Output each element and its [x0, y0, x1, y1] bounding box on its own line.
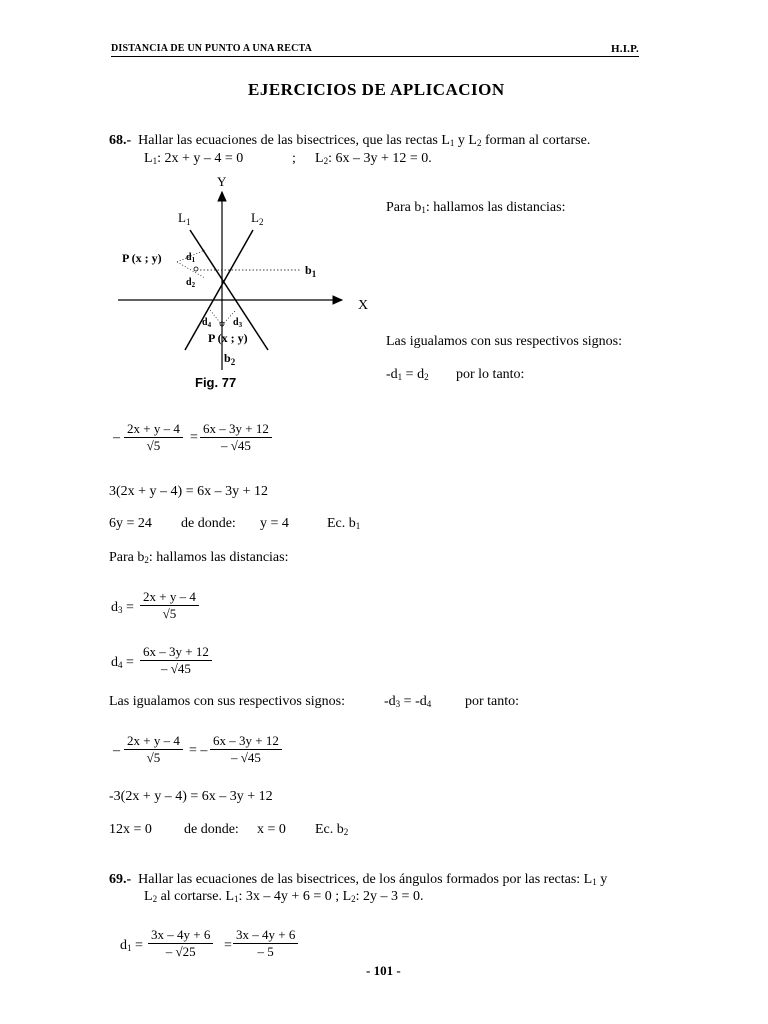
line-12x-c: x = 0: [257, 822, 286, 837]
d1-lhs: $d_1$ =: [120, 938, 143, 953]
d4-label: $d_4$: [202, 317, 212, 329]
eq2-equals-minus: = –: [189, 743, 208, 758]
y-axis-label: Y: [217, 174, 227, 189]
relation-2-conclusion: por tanto:: [465, 694, 520, 709]
d1-fraction-right: $\frac{3x - 4y + 6}{- 5}$: [233, 927, 298, 960]
x-axis-label: X: [358, 298, 369, 313]
line-6y-a: 6y = 24: [109, 516, 152, 531]
d4-fraction: $\frac{6x - 3y + 12}{- √45}$: [140, 644, 212, 677]
exercise-68-statement: 68.- Hallar las ecuaciones de las bisectrices, que las rectas $L_1$ y $L_2$ forman al cortarse.: [109, 133, 591, 148]
figure-caption: Fig. 77: [195, 375, 237, 390]
line-minus3-expansion: -3(2x + y – 4) = 6x – 3y + 12: [109, 789, 273, 804]
igualamos-2-text: Las igualamos con sus respectivos signos:: [109, 694, 346, 709]
eq2-fraction-right: $\frac{6x - 3y + 12}{- √45}$: [210, 733, 282, 766]
line-6y-d: Ec. $b_1$: [327, 516, 361, 531]
line-6y-c: y = 4: [260, 516, 289, 531]
l1-label: $L_1$: [178, 210, 191, 227]
exercise-69-lines: $L_2$ al cortarse. $L_1$: 3x – 4y + 6 = 0 ; $L_2$: 2y – 3 = 0.: [144, 889, 424, 904]
para-b1-text: Para $b_1$: hallamos las distancias:: [386, 200, 566, 215]
line-12x-b: de donde:: [184, 822, 239, 837]
relation-d1-d2: $-d_1 = d_2$: [386, 367, 429, 382]
header-rule: [111, 56, 639, 57]
d1-fraction-left: $\frac{3x - 4y + 6}{- √25}$: [148, 927, 213, 960]
d1-label: $d_1$: [186, 252, 196, 264]
line-3-expansion: 3(2x + y – 4) = 6x – 3y + 12: [109, 484, 269, 499]
running-header-initials: H.I.P.: [611, 43, 639, 55]
point-p-top: [194, 267, 198, 271]
exercise-69-statement: 69.- Hallar las ecuaciones de las bisectrices, de los ángulos formados por las rectas: $L_1$ y: [109, 872, 608, 887]
l2-label: $L_2$: [251, 210, 264, 227]
eq1-fraction-left: $\frac{2x + y - 4}{√5}$: [124, 421, 183, 454]
relation-d3-d4: $-d_3 = -d_4$: [384, 694, 432, 709]
figure-77: [110, 170, 385, 395]
d3-lhs: $d_3$ =: [111, 600, 134, 615]
exercise-number: 68.-: [109, 133, 132, 148]
eq1-minus: –: [113, 430, 120, 445]
relation-conclusion: por lo tanto:: [456, 367, 525, 382]
d1-equals: =: [224, 938, 232, 953]
point-p-bottom-label: P (x ; y): [208, 331, 248, 345]
line-6y-b: de donde:: [181, 516, 236, 531]
running-header-title: DISTANCIA DE UN PUNTO A UNA RECTA: [111, 43, 313, 54]
page-number: - 101 -: [366, 963, 401, 978]
point-p-top-label: P (x ; y): [122, 251, 162, 265]
eq1-equals: =: [190, 430, 198, 445]
line-12x-a: 12x = 0: [109, 822, 152, 837]
b1-label: $b_1$: [305, 263, 317, 279]
eq2-minus: –: [113, 743, 120, 758]
line-l2-equation: $L_2$: 6x – 3y + 12 = 0.: [315, 151, 432, 166]
page-title: EJERCICIOS DE APLICACION: [248, 80, 505, 99]
para-b2-text: Para $b_2$: hallamos las distancias:: [109, 550, 289, 565]
eq1-fraction-right: $\frac{6x - 3y + 12}{- √45}$: [200, 421, 272, 454]
b2-label: $b_2$: [224, 351, 236, 367]
line-l1-equation: $L_1$: 2x + y – 4 = 0: [144, 151, 244, 166]
igualamos-text: Las igualamos con sus respectivos signos:: [386, 334, 623, 349]
line-12x-d: Ec. $b_2$: [315, 822, 349, 837]
exercise-number: 69.-: [109, 872, 132, 887]
d2-label: $d_2$: [186, 277, 196, 289]
d3-label: $d_3$: [233, 317, 243, 329]
d3-fraction: $\frac{2x + y - 4}{√5}$: [140, 589, 199, 622]
d4-lhs: $d_4$ =: [111, 655, 134, 670]
separator: ;: [292, 151, 296, 166]
eq2-fraction-left: $\frac{2x + y - 4}{√5}$: [124, 733, 183, 766]
